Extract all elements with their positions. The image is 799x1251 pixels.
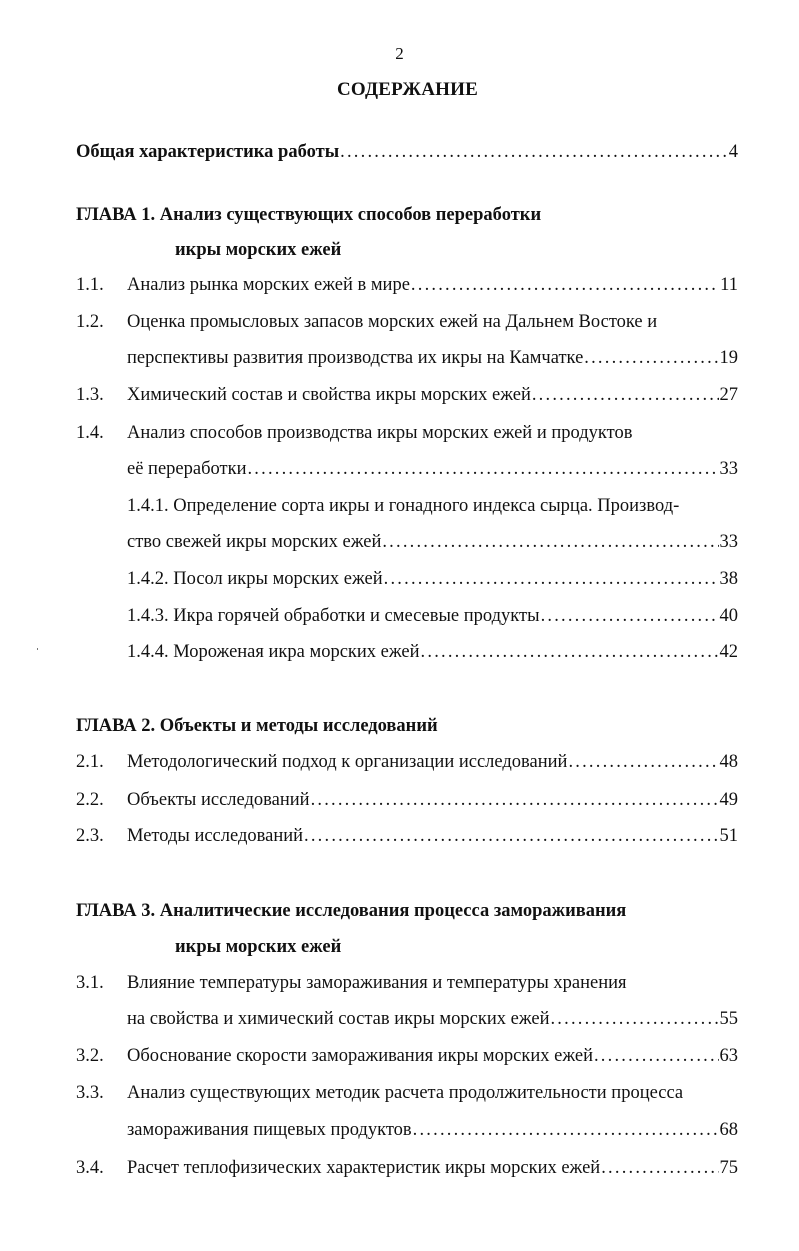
dot-leader (382, 529, 718, 555)
section-number: 3.1. (76, 973, 104, 993)
toc-entry-3-2[interactable] (127, 1043, 738, 1069)
toc-entry-page: 48 (719, 752, 738, 772)
toc-entry-1-1[interactable] (127, 272, 738, 298)
dot-leader (601, 1155, 718, 1181)
section-number: 2.2. (76, 790, 104, 810)
toc-entry-label: Методологический подход к организации исследований (127, 752, 568, 772)
toc-entry-label: 1.4.2. Посол икры морских ежей (127, 569, 383, 589)
toc-entry-page: 27 (719, 385, 738, 405)
section-number: 3.3. (76, 1083, 104, 1103)
dot-leader (413, 1117, 719, 1143)
toc-entry-label: Анализ рынка морских ежей в мире (127, 275, 410, 295)
toc-entry-label: Методы исследований (127, 826, 304, 846)
dot-leader (541, 603, 719, 629)
toc-entry-3-4[interactable] (127, 1155, 738, 1181)
toc-entry-3-1[interactable] (127, 1006, 738, 1032)
section-number: 2.3. (76, 826, 104, 846)
toc-entry-page: 55 (719, 1009, 738, 1029)
toc-entry-page: 68 (719, 1120, 738, 1140)
section-number: 3.2. (76, 1046, 104, 1066)
toc-entry-1-4-3[interactable] (127, 603, 738, 629)
toc-entry-page: 11 (720, 275, 738, 295)
toc-entry-label: Химический состав и свойства икры морских ежей (127, 385, 531, 405)
toc-entry-1-4-2[interactable] (127, 566, 738, 592)
dot-leader (247, 456, 718, 482)
toc-entry-label: Обоснование скорости замораживания икры морских ежей (127, 1046, 593, 1066)
toc-entry-label: Расчет теплофизических характеристик икры морских ежей (127, 1158, 601, 1178)
toc-entry-intro[interactable] (76, 139, 738, 165)
section-number: 3.4. (76, 1158, 104, 1178)
section-number: 1.3. (76, 385, 104, 405)
dot-leader (584, 345, 718, 371)
toc-entry-label: 1.4.3. Икра горячей обработки и смесевые продукты (127, 606, 540, 626)
chapter-3-heading[interactable]: ГЛАВА 3. Аналитические исследования процесса замораживания (76, 901, 627, 921)
toc-entry-3-3-line1[interactable]: Анализ существующих методик расчета продолжительности процесса (127, 1083, 684, 1103)
toc-entry-page: 63 (719, 1046, 738, 1066)
toc-entry-page: 19 (719, 348, 738, 368)
toc-entry-page: 51 (719, 826, 738, 846)
toc-entry-2-3[interactable] (127, 823, 738, 849)
toc-entry-page: 42 (719, 642, 738, 662)
toc-entry-page: 4 (728, 142, 738, 162)
dot-leader (532, 382, 719, 408)
dot-leader (304, 823, 718, 849)
toc-entry-1-4[interactable] (127, 456, 738, 482)
toc-entry-label: её переработки (127, 459, 247, 479)
toc-entry-3-3[interactable] (127, 1117, 738, 1143)
toc-entry-3-1-line1[interactable]: Влияние температуры замораживания и температуры хранения (127, 973, 627, 993)
chapter-1-heading-cont: икры морских ежей (175, 240, 342, 260)
toc-entry-1-4-1[interactable] (127, 529, 738, 555)
dot-leader (411, 272, 719, 298)
toc-entry-1-2-line1[interactable]: Оценка промысловых запасов морских ежей на Дальнем Востоке и (127, 312, 658, 332)
dot-leader (311, 787, 719, 813)
toc-entry-page: 49 (719, 790, 738, 810)
dot-leader (421, 639, 719, 665)
toc-entry-label: на свойства и химический состав икры морских ежей (127, 1009, 550, 1029)
toc-entry-label: Объекты исследований (127, 790, 310, 810)
page-number: 2 (395, 44, 404, 63)
dot-leader (568, 749, 718, 775)
toc-entry-page: 40 (719, 606, 738, 626)
toc-entry-1-4-line1[interactable]: Анализ способов производства икры морских ежей и продуктов (127, 423, 633, 443)
toc-entry-page: 33 (719, 459, 738, 479)
page-title: СОДЕРЖАНИЕ (337, 79, 478, 100)
toc-entry-1-4-4[interactable] (127, 639, 738, 665)
section-number: 1.4. (76, 423, 104, 443)
toc-entry-1-3[interactable] (127, 382, 738, 408)
chapter-3-heading-cont: икры морских ежей (175, 937, 342, 957)
toc-entry-label: замораживания пищевых продуктов (127, 1120, 412, 1140)
dot-leader (550, 1006, 718, 1032)
dot-leader (384, 566, 719, 592)
section-number: 1.2. (76, 312, 104, 332)
toc-entry-1-4-1-line1[interactable]: 1.4.1. Определение сорта икры и гонадного индекса сырца. Производ- (127, 496, 680, 516)
scan-speck (37, 648, 38, 650)
toc-entry-label: ство свежей икры морских ежей (127, 532, 382, 552)
toc-entry-label: 1.4.4. Мороженая икра морских ежей (127, 642, 420, 662)
toc-entry-page: 75 (719, 1158, 738, 1178)
toc-entry-page: 33 (719, 532, 738, 552)
toc-entry-1-2[interactable] (127, 345, 738, 371)
section-number: 2.1. (76, 752, 104, 772)
toc-entry-page: 38 (719, 569, 738, 589)
toc-entry-label: перспективы развития производства их икры на Камчатке (127, 348, 584, 368)
toc-entry-2-2[interactable] (127, 787, 738, 813)
section-number: 1.1. (76, 275, 104, 295)
chapter-2-heading[interactable]: ГЛАВА 2. Объекты и методы исследований (76, 716, 438, 736)
toc-entry-2-1[interactable] (127, 749, 738, 775)
chapter-1-heading[interactable]: ГЛАВА 1. Анализ существующих способов переработки (76, 205, 542, 225)
toc-entry-label: Общая характеристика работы (76, 142, 340, 162)
dot-leader (594, 1043, 719, 1069)
dot-leader (340, 139, 728, 165)
